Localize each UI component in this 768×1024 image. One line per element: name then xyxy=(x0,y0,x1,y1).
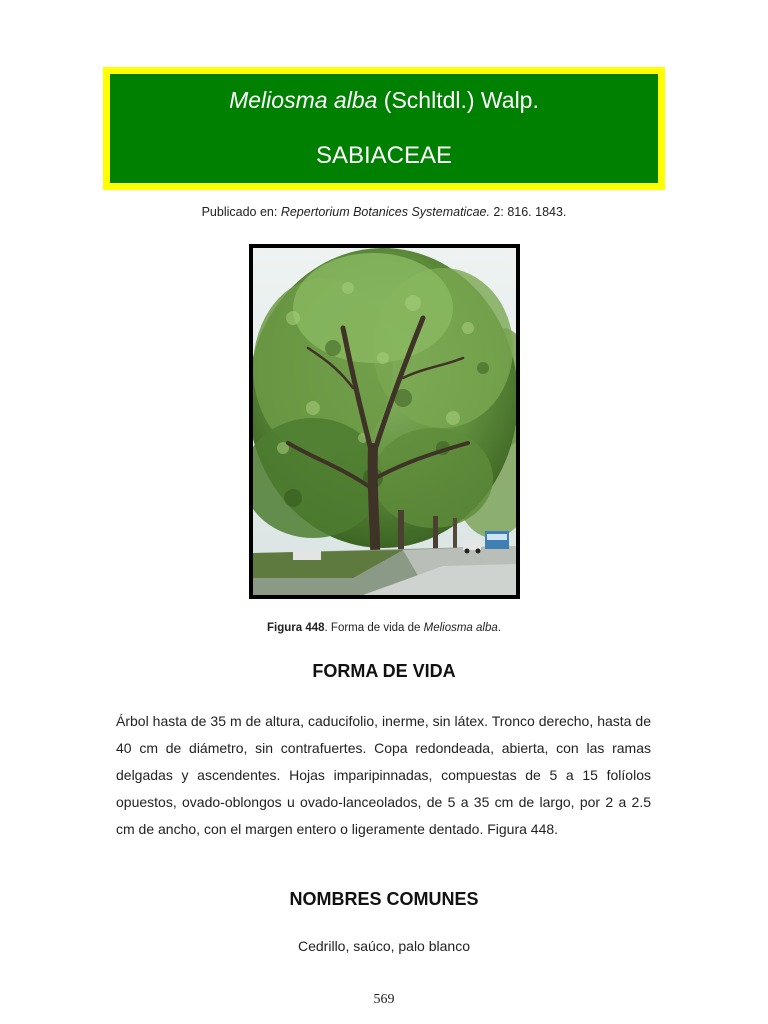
publication-prefix: Publicado en: xyxy=(201,205,281,219)
publication-line xyxy=(0,205,768,219)
heading-nombres-comunes: NOMBRES COMUNES xyxy=(289,889,479,909)
page-number: 569 xyxy=(373,992,395,1007)
species-authority: (Schltdl.) Walp. xyxy=(377,86,539,113)
title-panel xyxy=(110,74,658,183)
species-title xyxy=(229,86,539,114)
figure-label: Figura 448 xyxy=(267,622,325,634)
title-box xyxy=(103,67,665,190)
figure-caption xyxy=(0,622,768,634)
figure-caption-species: Meliosma alba xyxy=(423,622,498,634)
figure-caption-text: . Forma de vida de xyxy=(324,622,424,634)
figure-caption-end: . xyxy=(497,622,501,634)
species-name: Meliosma alba xyxy=(229,86,378,113)
publication-details: 2: 816. 1843. xyxy=(489,205,567,219)
nombres-comunes-text: Cedrillo, saúco, palo blanco xyxy=(298,938,470,954)
publication-journal: Repertorium Botanices Systematicae. xyxy=(280,205,490,219)
family-title: SABIACEAE xyxy=(315,141,453,169)
heading-forma-de-vida: FORMA DE VIDA xyxy=(312,661,456,681)
tree-photo xyxy=(253,248,516,595)
forma-de-vida-text: Árbol hasta de 35 m de altura, caducifolio, inerme, sin látex. Tronco derecho, hasta de 40 cm de diámetro, sin contrafuertes. Copa redondeada, abierta, con las ramas delgadas y ascendentes. Hojas imparipinnadas, compuestas de 5 a 15 folíolos opuestos, ovado-oblongos u ovado-lanceolados, de 5 a 35 cm de largo, por 2 a 2.5 cm de ancho, con el margen entero o ligeramente dentado. Figura 448. xyxy=(116,713,651,837)
photo-frame xyxy=(249,244,520,599)
